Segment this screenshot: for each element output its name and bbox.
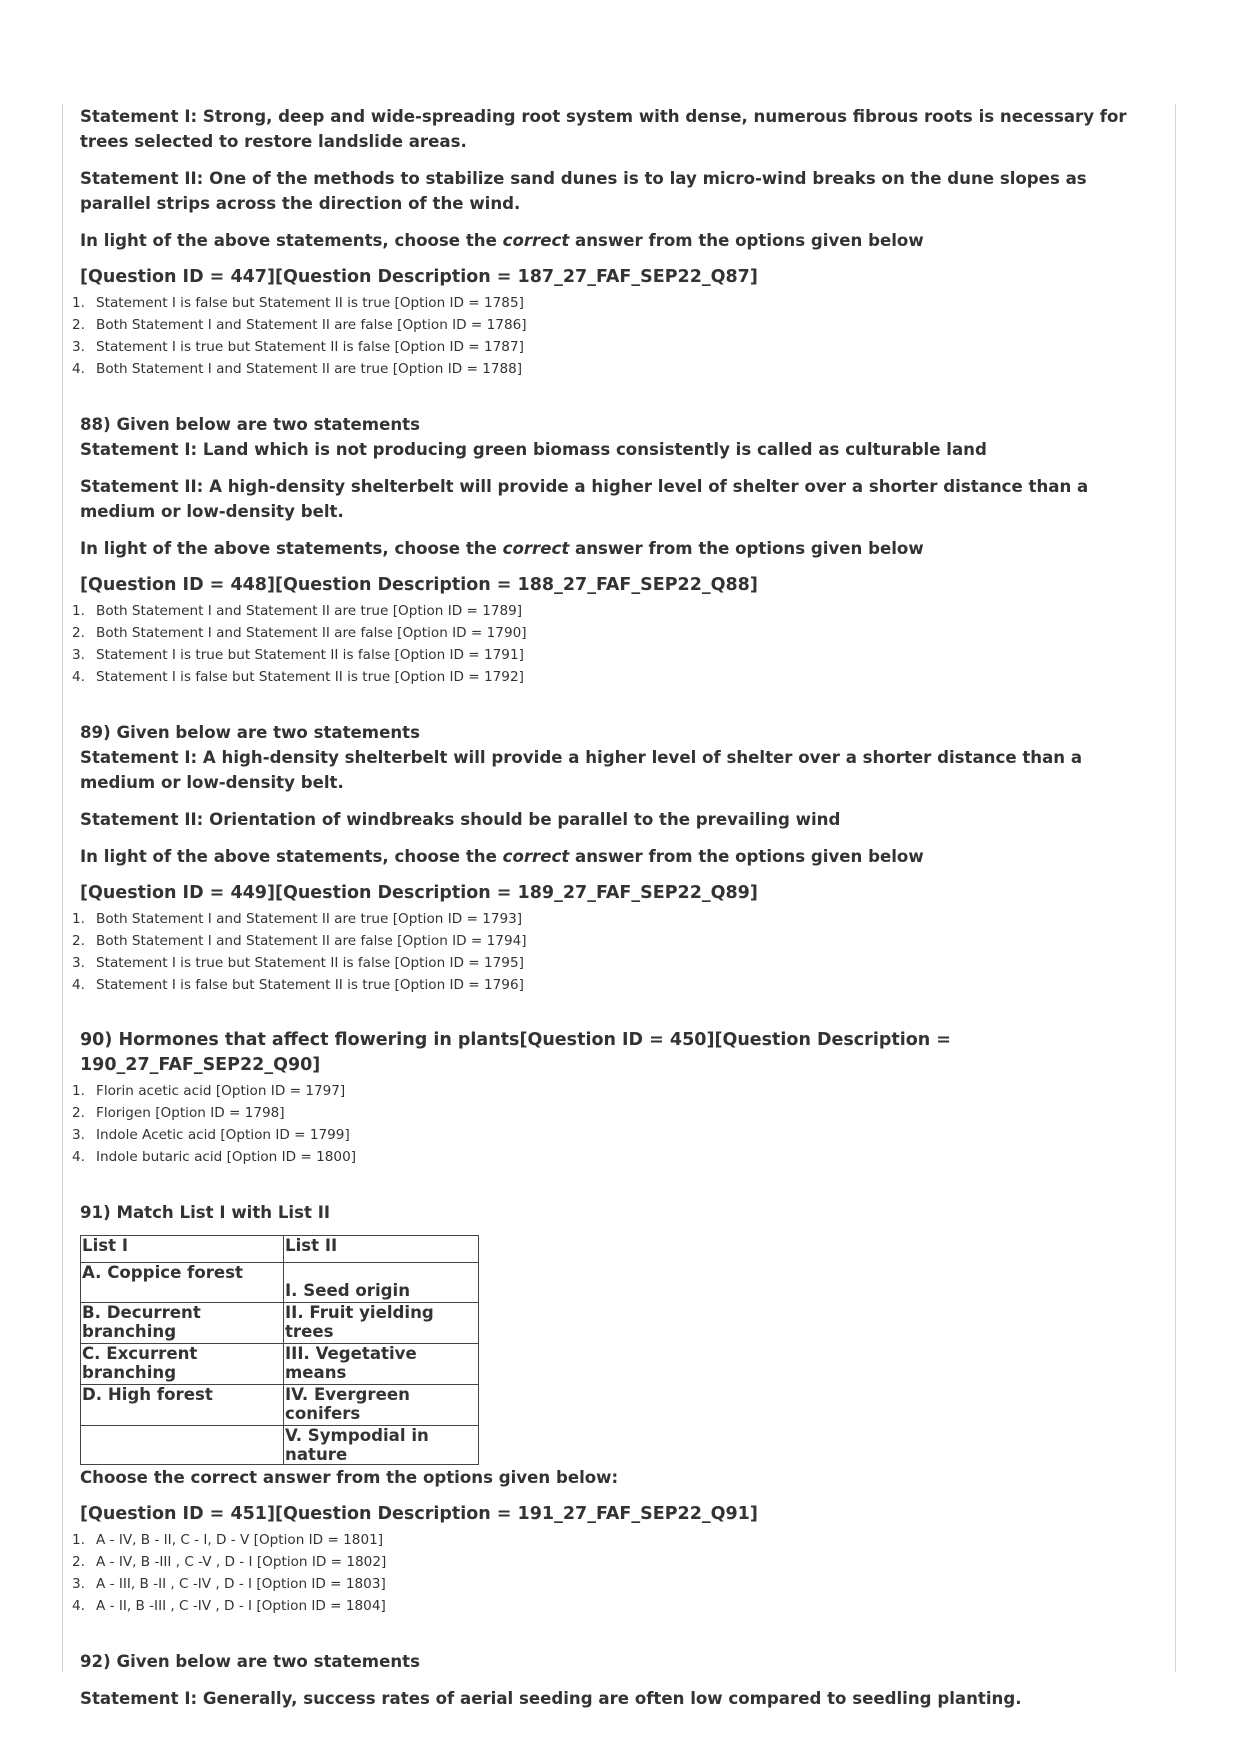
q90-option-4[interactable]: 4. Indole butaric acid [Option ID = 1800] [72,1149,357,1165]
match-table [80,1235,479,1465]
q88-option-1[interactable]: 1. Both Statement I and Statement II are true [Option ID = 1789] [72,603,523,619]
q90-title: 90) Hormones that affect flowering in plants[Question ID = 450][Question Description = 190_27_FAF_SEP22_Q90] [80,1030,951,1075]
q87-meta: [Question ID = 447][Question Description = 187_27_FAF_SEP22_Q87] [80,267,758,287]
q89-statement-2: Statement II: Orientation of windbreaks should be parallel to the prevailing wind [80,810,841,829]
q89-options [72,908,1160,996]
q89-option-2[interactable]: 2. Both Statement I and Statement II are false [Option ID = 1794] [72,933,527,949]
q90-option-3[interactable]: 3. Indole Acetic acid [Option ID = 1799] [72,1127,350,1143]
q91-option-1[interactable]: 1. A - IV, B - II, C - I, D - V [Option ID = 1801] [72,1532,384,1548]
q88-option-3[interactable]: 3. Statement I is true but Statement II is false [Option ID = 1791] [72,647,524,663]
q92-title: 92) Given below are two statements [80,1652,420,1671]
question-90 [72,1028,1160,1168]
table-cell: V. Sympodial in nature [284,1426,479,1465]
q91-instruction: Choose the correct answer from the options given below: [80,1468,619,1487]
question-91 [72,1200,1160,1617]
table-cell: A. Coppice forest [81,1263,284,1303]
table-cell: B. Decurrent branching [81,1303,284,1344]
q87-options [72,292,1160,380]
q89-title: 89) Given below are two statements [80,723,420,742]
q88-option-2[interactable]: 2. Both Statement I and Statement II are false [Option ID = 1790] [72,625,527,641]
q87-option-1[interactable]: 1. Statement I is false but Statement II is true [Option ID = 1785] [72,295,524,311]
table-cell: IV. Evergreen conifers [284,1385,479,1426]
question-88 [72,412,1160,688]
table-cell: I. Seed origin [284,1263,479,1303]
q91-option-3[interactable]: 3. A - III, B -II , C -IV , D - I [Option ID = 1803] [72,1576,386,1592]
q88-statement-1: Statement I: Land which is not producing green biomass consistently is called as culturable land [80,440,987,459]
q91-option-2[interactable]: 2. A - IV, B -III , C -V , D - I [Option ID = 1802] [72,1554,387,1570]
q89-option-4[interactable]: 4. Statement I is false but Statement II is true [Option ID = 1796] [72,977,524,993]
q87-option-4[interactable]: 4. Both Statement I and Statement II are true [Option ID = 1788] [72,361,523,377]
q89-option-1[interactable]: 1. Both Statement I and Statement II are true [Option ID = 1793] [72,911,523,927]
table-header-list-1: List I [81,1236,284,1263]
q88-title: 88) Given below are two statements [80,415,420,434]
question-92 [80,1649,1160,1711]
q90-options [72,1080,1160,1168]
q88-meta: [Question ID = 448][Question Description = 188_27_FAF_SEP22_Q88] [80,575,758,595]
question-87 [72,104,1160,380]
table-cell: C. Excurrent branching [81,1344,284,1385]
q87-instruction: In light of the above statements, choose the correct answer from the options given below [80,231,924,250]
q88-option-4[interactable]: 4. Statement I is false but Statement II is true [Option ID = 1792] [72,669,524,685]
question-89 [72,720,1160,996]
q91-title: 91) Match List I with List II [80,1203,331,1222]
q87-statement-1: Statement I: Strong, deep and wide-spreading root system with dense, numerous fibrous roots is necessary for trees selected to restore landslide areas. [80,107,1127,151]
q88-statement-2: Statement II: A high-density shelterbelt will provide a higher level of shelter over a shorter distance than a medium or low-density belt. [80,477,1089,521]
table-row [81,1263,479,1303]
q87-option-2[interactable]: 2. Both Statement I and Statement II are false [Option ID = 1786] [72,317,527,333]
q87-statement-2: Statement II: One of the methods to stabilize sand dunes is to lay micro-wind breaks on the dune slopes as parallel strips across the direction of the wind. [80,169,1087,213]
q92-statement-1: Statement I: Generally, success rates of aerial seeding are often low compared to seedling planting. [80,1689,1022,1708]
table-header-list-2: List II [284,1236,479,1263]
q89-instruction: In light of the above statements, choose the correct answer from the options given below [80,847,924,866]
q91-meta: [Question ID = 451][Question Description = 191_27_FAF_SEP22_Q91] [80,1504,758,1524]
q87-option-3[interactable]: 3. Statement I is true but Statement II is false [Option ID = 1787] [72,339,524,355]
table-header-row [81,1236,479,1263]
q90-option-1[interactable]: 1. Florin acetic acid [Option ID = 1797] [72,1083,346,1099]
table-row [81,1426,479,1465]
table-row [81,1385,479,1426]
q89-meta: [Question ID = 449][Question Description = 189_27_FAF_SEP22_Q89] [80,883,758,903]
table-cell: D. High forest [81,1385,284,1426]
q88-instruction: In light of the above statements, choose the correct answer from the options given below [80,539,924,558]
q89-statement-1: Statement I: A high-density shelterbelt will provide a higher level of shelter over a shorter distance than a medium or low-density belt. [80,748,1083,792]
table-cell [81,1426,284,1465]
q89-option-3[interactable]: 3. Statement I is true but Statement II is false [Option ID = 1795] [72,955,524,971]
question-paper [72,104,1160,1723]
table-row [81,1344,479,1385]
table-cell: II. Fruit yielding trees [284,1303,479,1344]
table-cell: III. Vegetative means [284,1344,479,1385]
q91-option-4[interactable]: 4. A - II, B -III , C -IV , D - I [Option ID = 1804] [72,1598,386,1614]
table-row [81,1303,479,1344]
q88-options [72,600,1160,688]
q90-option-2[interactable]: 2. Florigen [Option ID = 1798] [72,1105,285,1121]
q91-options [72,1529,1160,1617]
